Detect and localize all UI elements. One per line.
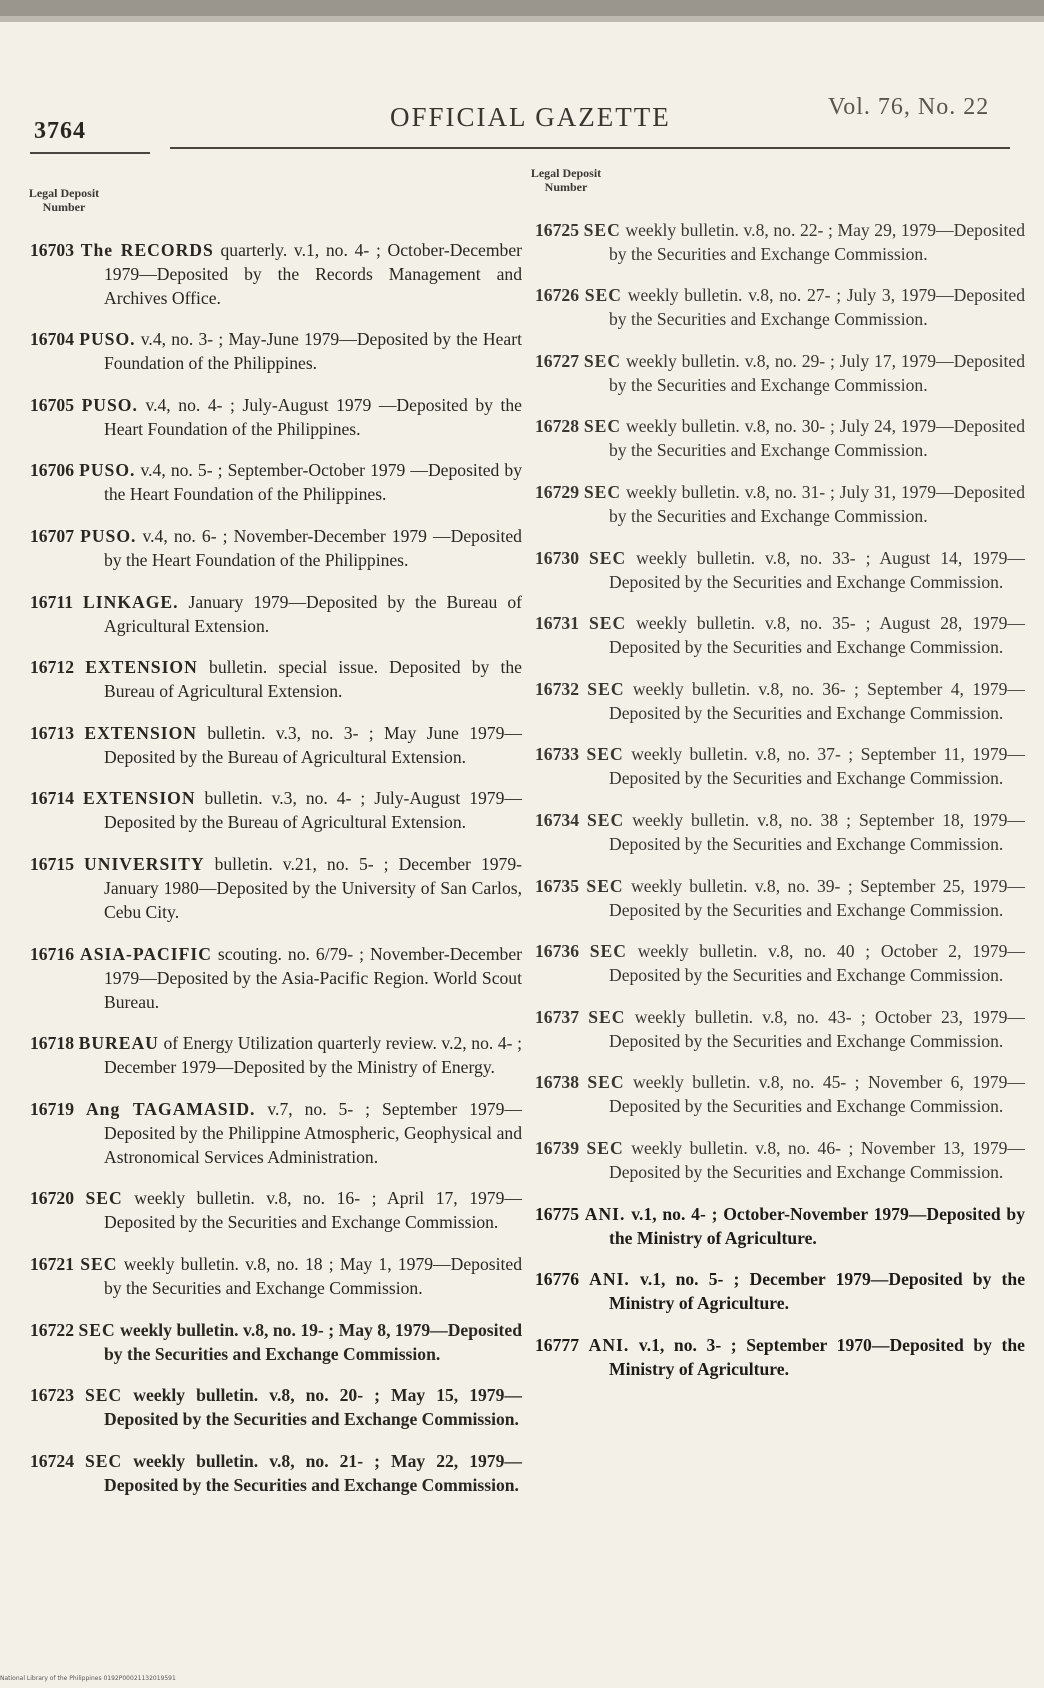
deposit-entry [535, 677, 1025, 725]
header-rule-short [30, 152, 150, 154]
publication-title: SEC [85, 1188, 123, 1209]
entry-description: weekly bulletin. v.8, no. 46- ; November 13, 1979—Deposited by the Securities and Exchange Commission. [609, 1137, 1026, 1182]
publication-title: ANI. [588, 1334, 630, 1355]
entry-description: v.1, no. 3- ; September 1970—Deposited by the Ministry of Agriculture. [609, 1334, 1025, 1379]
publication-title: The RECORDS [80, 239, 214, 260]
publication-title: PUSO. [80, 525, 137, 546]
deposit-number: 16722 [30, 1319, 74, 1340]
publication-title: EXTENSION [84, 722, 197, 743]
deposit-number: 16721 [30, 1253, 74, 1274]
right-column-header: Legal Deposit Number [530, 166, 602, 194]
left-column-header: Legal Deposit Number [28, 186, 100, 214]
deposit-entry [30, 327, 522, 375]
deposit-number: 16711 [30, 591, 74, 612]
deposit-entry [30, 590, 522, 638]
entry-description: weekly bulletin. v.8, no. 22- ; May 29, 1979—Deposited by the Securities and Exchange Commission. [609, 219, 1025, 264]
deposit-number: 16707 [30, 525, 74, 546]
publication-title: SEC [588, 1006, 626, 1027]
page-title: OFFICIAL GAZETTE [390, 102, 671, 132]
entry-description: weekly bulletin. v.8, no. 20- ; May 15, 1979—Deposited by the Securities and Exchange Commission. [104, 1385, 522, 1430]
publication-title: SEC [588, 613, 627, 634]
deposit-entry [30, 1383, 522, 1431]
entry-description: weekly bulletin. v.8, no. 36- ; September 4, 1979—Deposited by the Securities and Exchange Commission. [609, 678, 1025, 723]
deposit-number: 16738 [535, 1072, 579, 1093]
entry-description: bulletin. special issue. Deposited by the Bureau of Agricultural Extension. [104, 657, 522, 702]
entry-description: weekly bulletin. v.8, no. 21- ; May 22, 1979—Deposited by the Securities and Exchange Commission. [104, 1450, 522, 1495]
deposit-number: 16775 [535, 1203, 579, 1224]
deposit-number: 16735 [535, 875, 579, 896]
deposit-entry [535, 1005, 1025, 1053]
deposit-entry [535, 1202, 1025, 1250]
entry-description: v.4, no. 4- ; July-August 1979 —Deposited by the Heart Foundation of the Philippines. [104, 394, 522, 439]
deposit-entry [30, 786, 522, 834]
deposit-entry [535, 874, 1025, 922]
publication-title: SEC [85, 1450, 123, 1471]
deposit-entry [30, 1318, 522, 1366]
deposit-number: 16706 [30, 460, 74, 481]
deposit-number: 16727 [535, 350, 579, 371]
deposit-number: 16739 [535, 1137, 579, 1158]
entry-description: v.4, no. 6- ; November-December 1979 —Deposited by the Heart Foundation of the Philippines. [104, 525, 522, 570]
deposit-entry [30, 721, 522, 769]
deposit-number: 16723 [30, 1385, 74, 1406]
deposit-number: 16703 [30, 239, 74, 260]
entry-description: weekly bulletin. v.8, no. 18 ; May 1, 1979—Deposited by the Securities and Exchange Commission. [104, 1253, 523, 1298]
publication-title: EXTENSION [85, 657, 198, 678]
deposit-entry [535, 742, 1025, 790]
entry-description: weekly bulletin. v.8, no. 16- ; April 17, 1979—Deposited by the Securities and Exchange Commission. [104, 1188, 522, 1233]
header-rule-long [170, 147, 1010, 149]
entry-description: quarterly. v.1, no. 4- ; October-December 1979—Deposited by the Records Management and Archives Office. [104, 239, 522, 308]
deposit-number: 16704 [30, 329, 74, 350]
publication-title: PUSO. [79, 329, 136, 350]
entry-description: v.4, no. 5- ; September-October 1979 —Deposited by the Heart Foundation of the Philippines. [104, 460, 522, 505]
deposit-number: 16729 [535, 481, 579, 502]
publication-title: LINKAGE. [83, 591, 179, 612]
deposit-number: 16731 [535, 613, 579, 634]
volume-issue: Vol. 76, No. 22 [828, 94, 990, 120]
deposit-entry [535, 1267, 1025, 1315]
deposit-number: 16733 [535, 744, 579, 765]
entry-description: bulletin. v.3, no. 4- ; July-August 1979—Deposited by the Bureau of Agricultural Extension. [104, 788, 522, 833]
publication-title: SEC [80, 1253, 118, 1274]
deposit-entry [535, 1333, 1025, 1381]
publication-title: SEC [586, 1137, 624, 1158]
publication-title: SEC [586, 744, 624, 765]
publication-title: SEC [584, 285, 622, 306]
publication-title: Ang TAGAMASID. [85, 1098, 256, 1119]
right-column [535, 200, 1025, 1389]
deposit-entry [535, 218, 1025, 266]
publication-title: SEC [583, 481, 622, 502]
deposit-number: 16718 [30, 1033, 74, 1054]
deposit-number: 16712 [30, 657, 74, 678]
entry-description: v.7, no. 5- ; September 1979—Deposited by the Philippine Atmospheric, Geophysical and Astronomical Services Administration. [104, 1098, 522, 1167]
publication-title: SEC [583, 350, 622, 371]
deposit-entry [30, 1031, 522, 1079]
publication-title: SEC [586, 875, 624, 896]
entry-description: weekly bulletin. v.8, no. 33- ; August 14, 1979—Deposited by the Securities and Exchange Commission. [609, 547, 1025, 592]
publication-title: BUREAU [78, 1033, 159, 1054]
deposit-number: 16725 [535, 219, 579, 240]
entry-description: of Energy Utilization quarterly review. v.2, no. 4- ; December 1979—Deposited by the Ministry of Energy. [104, 1033, 522, 1078]
deposit-entry [30, 1252, 522, 1300]
deposit-entry [535, 939, 1025, 987]
publication-title: SEC [85, 1385, 123, 1406]
deposit-entry [535, 349, 1025, 397]
publication-title: EXTENSION [82, 788, 196, 809]
deposit-number: 16715 [30, 853, 74, 874]
deposit-number: 16737 [535, 1006, 579, 1027]
entry-description: weekly bulletin. v.8, no. 29- ; July 17, 1979—Deposited by the Securities and Exchange Commission. [609, 350, 1026, 395]
deposit-number: 16716 [30, 943, 74, 964]
deposit-number: 16724 [30, 1450, 74, 1471]
deposit-entry [30, 524, 522, 572]
entry-description: weekly bulletin. v.8, no. 35- ; August 28, 1979—Deposited by the Securities and Exchange Commission. [609, 613, 1025, 658]
entry-description: weekly bulletin. v.8, no. 19- ; May 8, 1979—Deposited by the Securities and Exchange Commission. [104, 1319, 522, 1364]
entry-description: weekly bulletin. v.8, no. 27- ; July 3, 1979—Deposited by the Securities and Exchange Commission. [609, 285, 1025, 330]
publication-title: SEC [583, 219, 621, 240]
publication-title: ANI. [589, 1269, 630, 1290]
entry-description: weekly bulletin. v.8, no. 38 ; September 18, 1979—Deposited by the Securities and Exchange Commission. [609, 809, 1025, 854]
deposit-number: 16714 [30, 788, 74, 809]
publication-title: PUSO. [79, 460, 136, 481]
entry-description: weekly bulletin. v.8, no. 31- ; July 31, 1979—Deposited by the Securities and Exchange Commission. [609, 481, 1026, 526]
deposit-number: 16777 [535, 1334, 579, 1355]
entry-description: v.4, no. 3- ; May-June 1979—Deposited by the Heart Foundation of the Philippines. [104, 329, 522, 374]
publication-title: SEC [589, 941, 627, 962]
entry-description: January 1979—Deposited by the Bureau of Agricultural Extension. [104, 591, 522, 636]
deposit-entry [535, 1136, 1025, 1184]
publication-title: PUSO. [81, 394, 138, 415]
left-column [30, 220, 522, 1504]
deposit-number: 16736 [535, 941, 579, 962]
entry-description: weekly bulletin. v.8, no. 45- ; November 6, 1979—Deposited by the Securities and Exchange Commission. [609, 1072, 1025, 1117]
publication-title: ASIA-PACIFIC [80, 943, 212, 964]
deposit-entry [30, 1449, 522, 1497]
deposit-number: 16726 [535, 285, 579, 306]
deposit-number: 16734 [535, 809, 579, 830]
deposit-number: 16719 [30, 1098, 74, 1119]
entry-description: weekly bulletin. v.8, no. 39- ; September 25, 1979—Deposited by the Securities and Exchange Commission. [609, 875, 1025, 920]
entry-description: v.1, no. 5- ; December 1979—Deposited by the Ministry of Agriculture. [609, 1269, 1025, 1314]
deposit-entry [535, 414, 1025, 462]
deposit-number: 16720 [30, 1188, 74, 1209]
scan-footer: National Library of the Philippines 0192P00021132019591 [0, 1675, 176, 1682]
entry-description: bulletin. v.21, no. 5- ; December 1979-January 1980—Deposited by the University of San Carlos, Cebu City. [104, 853, 522, 922]
entry-description: weekly bulletin. v.8, no. 30- ; July 24, 1979—Deposited by the Securities and Exchange Commission. [609, 416, 1026, 461]
deposit-entry [535, 546, 1025, 594]
deposit-number: 16776 [535, 1269, 579, 1290]
publication-title: ANI. [584, 1203, 626, 1224]
deposit-entry [30, 238, 522, 310]
publication-title: SEC [587, 809, 625, 830]
deposit-entry [535, 1070, 1025, 1118]
deposit-entry [30, 458, 522, 506]
entry-description: weekly bulletin. v.8, no. 40 ; October 2, 1979—Deposited by the Securities and Exchange Commission. [609, 941, 1025, 986]
deposit-entry [535, 808, 1025, 856]
publication-title: SEC [583, 416, 622, 437]
publication-title: SEC [587, 678, 625, 699]
deposit-entry [30, 655, 522, 703]
deposit-number: 16732 [535, 678, 579, 699]
deposit-number: 16728 [535, 416, 579, 437]
page-number: 3764 [34, 118, 86, 144]
publication-title: SEC [587, 1072, 625, 1093]
entry-description: v.1, no. 4- ; October-November 1979—Deposited by the Ministry of Agriculture. [609, 1203, 1025, 1248]
deposit-entry [30, 1186, 522, 1234]
entry-description: weekly bulletin. v.8, no. 43- ; October 23, 1979—Deposited by the Securities and Exchange Commission. [609, 1006, 1025, 1051]
deposit-number: 16713 [30, 722, 74, 743]
publication-title: SEC [588, 547, 627, 568]
deposit-entry [535, 480, 1025, 528]
deposit-entry [30, 1097, 522, 1169]
deposit-entry [30, 942, 522, 1014]
deposit-number: 16730 [535, 547, 579, 568]
scan-top-band [0, 0, 1044, 22]
deposit-entry [30, 393, 522, 441]
entry-description: bulletin. v.3, no. 3- ; May June 1979—Deposited by the Bureau of Agricultural Extension. [104, 722, 522, 767]
deposit-entry [30, 852, 522, 924]
deposit-number: 16705 [30, 394, 74, 415]
publication-title: SEC [78, 1319, 116, 1340]
entry-description: scouting. no. 6/79- ; November-December 1979—Deposited by the Asia-Pacific Region. World Scout Bureau. [104, 943, 523, 1012]
deposit-entry [535, 611, 1025, 659]
publication-title: UNIVERSITY [84, 853, 205, 874]
entry-description: weekly bulletin. v.8, no. 37- ; September 11, 1979—Deposited by the Securities and Exchange Commission. [609, 744, 1026, 789]
deposit-entry [535, 283, 1025, 331]
